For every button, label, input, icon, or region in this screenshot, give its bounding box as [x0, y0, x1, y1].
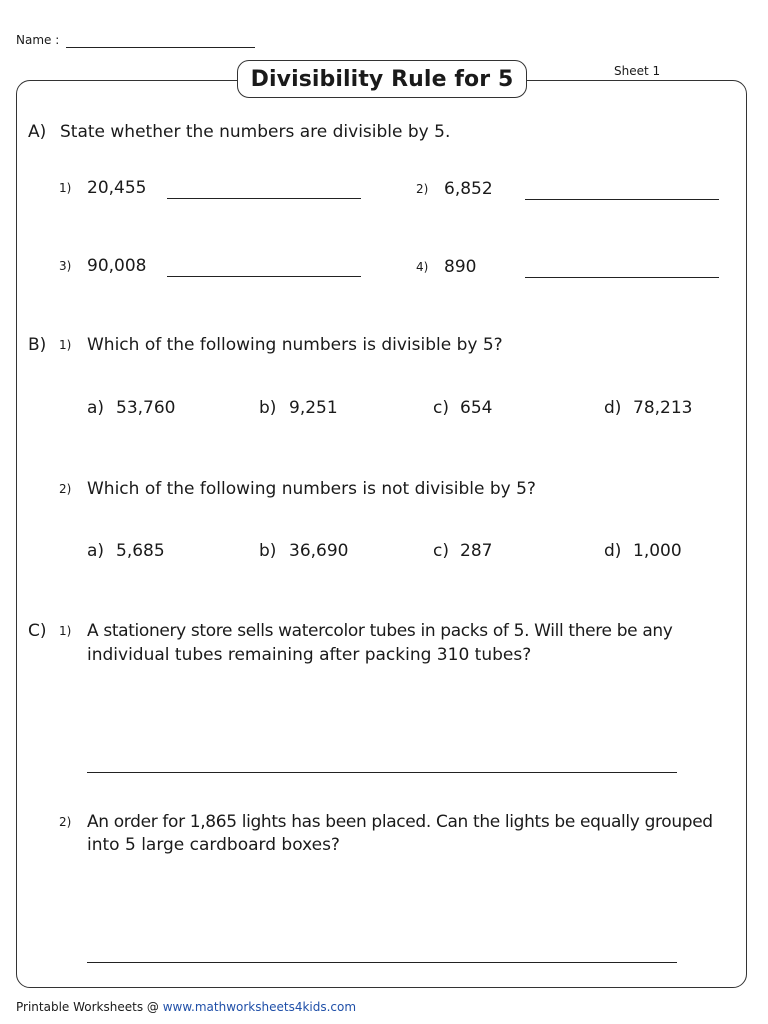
b-q1-number: 1): [59, 338, 72, 352]
a-item-2-number: 2): [416, 182, 429, 196]
c-q2-number: 2): [59, 815, 72, 829]
b-q1-option-b[interactable]: 9,251: [289, 398, 338, 418]
b-q2-text: Which of the following numbers is not divisible by 5?: [87, 479, 536, 499]
b-q1-text: Which of the following numbers is divisible by 5?: [87, 335, 503, 355]
b-q1-option-c[interactable]: 654: [460, 398, 493, 418]
b-q2-option-c-letter: c): [433, 541, 449, 561]
b-q1-option-a[interactable]: 53,760: [116, 398, 176, 418]
b-q2-option-b-letter: b): [259, 541, 277, 561]
b-q2-option-c[interactable]: 287: [460, 541, 493, 561]
name-answer-line[interactable]: [66, 47, 255, 48]
b-q2-option-a[interactable]: 5,685: [116, 541, 165, 561]
b-q2-option-d[interactable]: 1,000: [633, 541, 682, 561]
c-q1-number: 1): [59, 624, 72, 638]
a-item-1-number: 1): [59, 181, 72, 195]
b-q2-option-a-letter: a): [87, 541, 105, 561]
a-item-2-value: 6,852: [444, 179, 493, 199]
footer: [16, 1000, 356, 1014]
b-q2-option-b[interactable]: 36,690: [289, 541, 349, 561]
b-q2-number: 2): [59, 482, 72, 496]
b-q1-option-c-letter: c): [433, 398, 449, 418]
section-a-letter: A): [28, 122, 47, 142]
section-b-letter: B): [28, 335, 47, 355]
b-q1-option-d[interactable]: 78,213: [633, 398, 693, 418]
c-q2-answer-line[interactable]: [87, 962, 677, 963]
a-item-4-value: 890: [444, 257, 477, 277]
title-box: [237, 60, 527, 98]
section-c-letter: C): [28, 621, 47, 641]
b-q1-option-a-letter: a): [87, 398, 105, 418]
sheet-label: Sheet 1: [614, 64, 661, 78]
c-q2-text-line1: An order for 1,865 lights has been placed. Can the lights be equally grouped: [87, 812, 713, 832]
a-item-4-number: 4): [416, 260, 429, 274]
section-a-instruction: State whether the numbers are divisible by 5.: [60, 122, 451, 142]
worksheet-title: Divisibility Rule for 5: [250, 66, 514, 92]
c-q2-text-line2: into 5 large cardboard boxes?: [87, 835, 340, 855]
c-q1-text-line2: individual tubes remaining after packing 310 tubes?: [87, 645, 532, 665]
a-item-3-number: 3): [59, 259, 72, 273]
c-q1-answer-line[interactable]: [87, 772, 677, 773]
a-item-1-value: 20,455: [87, 178, 147, 198]
c-q1-text-line1: A stationery store sells watercolor tubes in packs of 5. Will there be any: [87, 621, 673, 641]
b-q1-option-b-letter: b): [259, 398, 277, 418]
a-item-3-answer-line[interactable]: [167, 276, 361, 277]
b-q1-option-d-letter: d): [604, 398, 622, 418]
footer-prefix: Printable Worksheets @: [16, 1000, 163, 1014]
a-item-4-answer-line[interactable]: [525, 277, 719, 278]
name-label: Name :: [16, 33, 60, 47]
a-item-2-answer-line[interactable]: [525, 199, 719, 200]
footer-link[interactable]: www.mathworksheets4kids.com: [162, 1000, 357, 1014]
a-item-3-value: 90,008: [87, 256, 147, 276]
b-q2-option-d-letter: d): [604, 541, 622, 561]
a-item-1-answer-line[interactable]: [167, 198, 361, 199]
